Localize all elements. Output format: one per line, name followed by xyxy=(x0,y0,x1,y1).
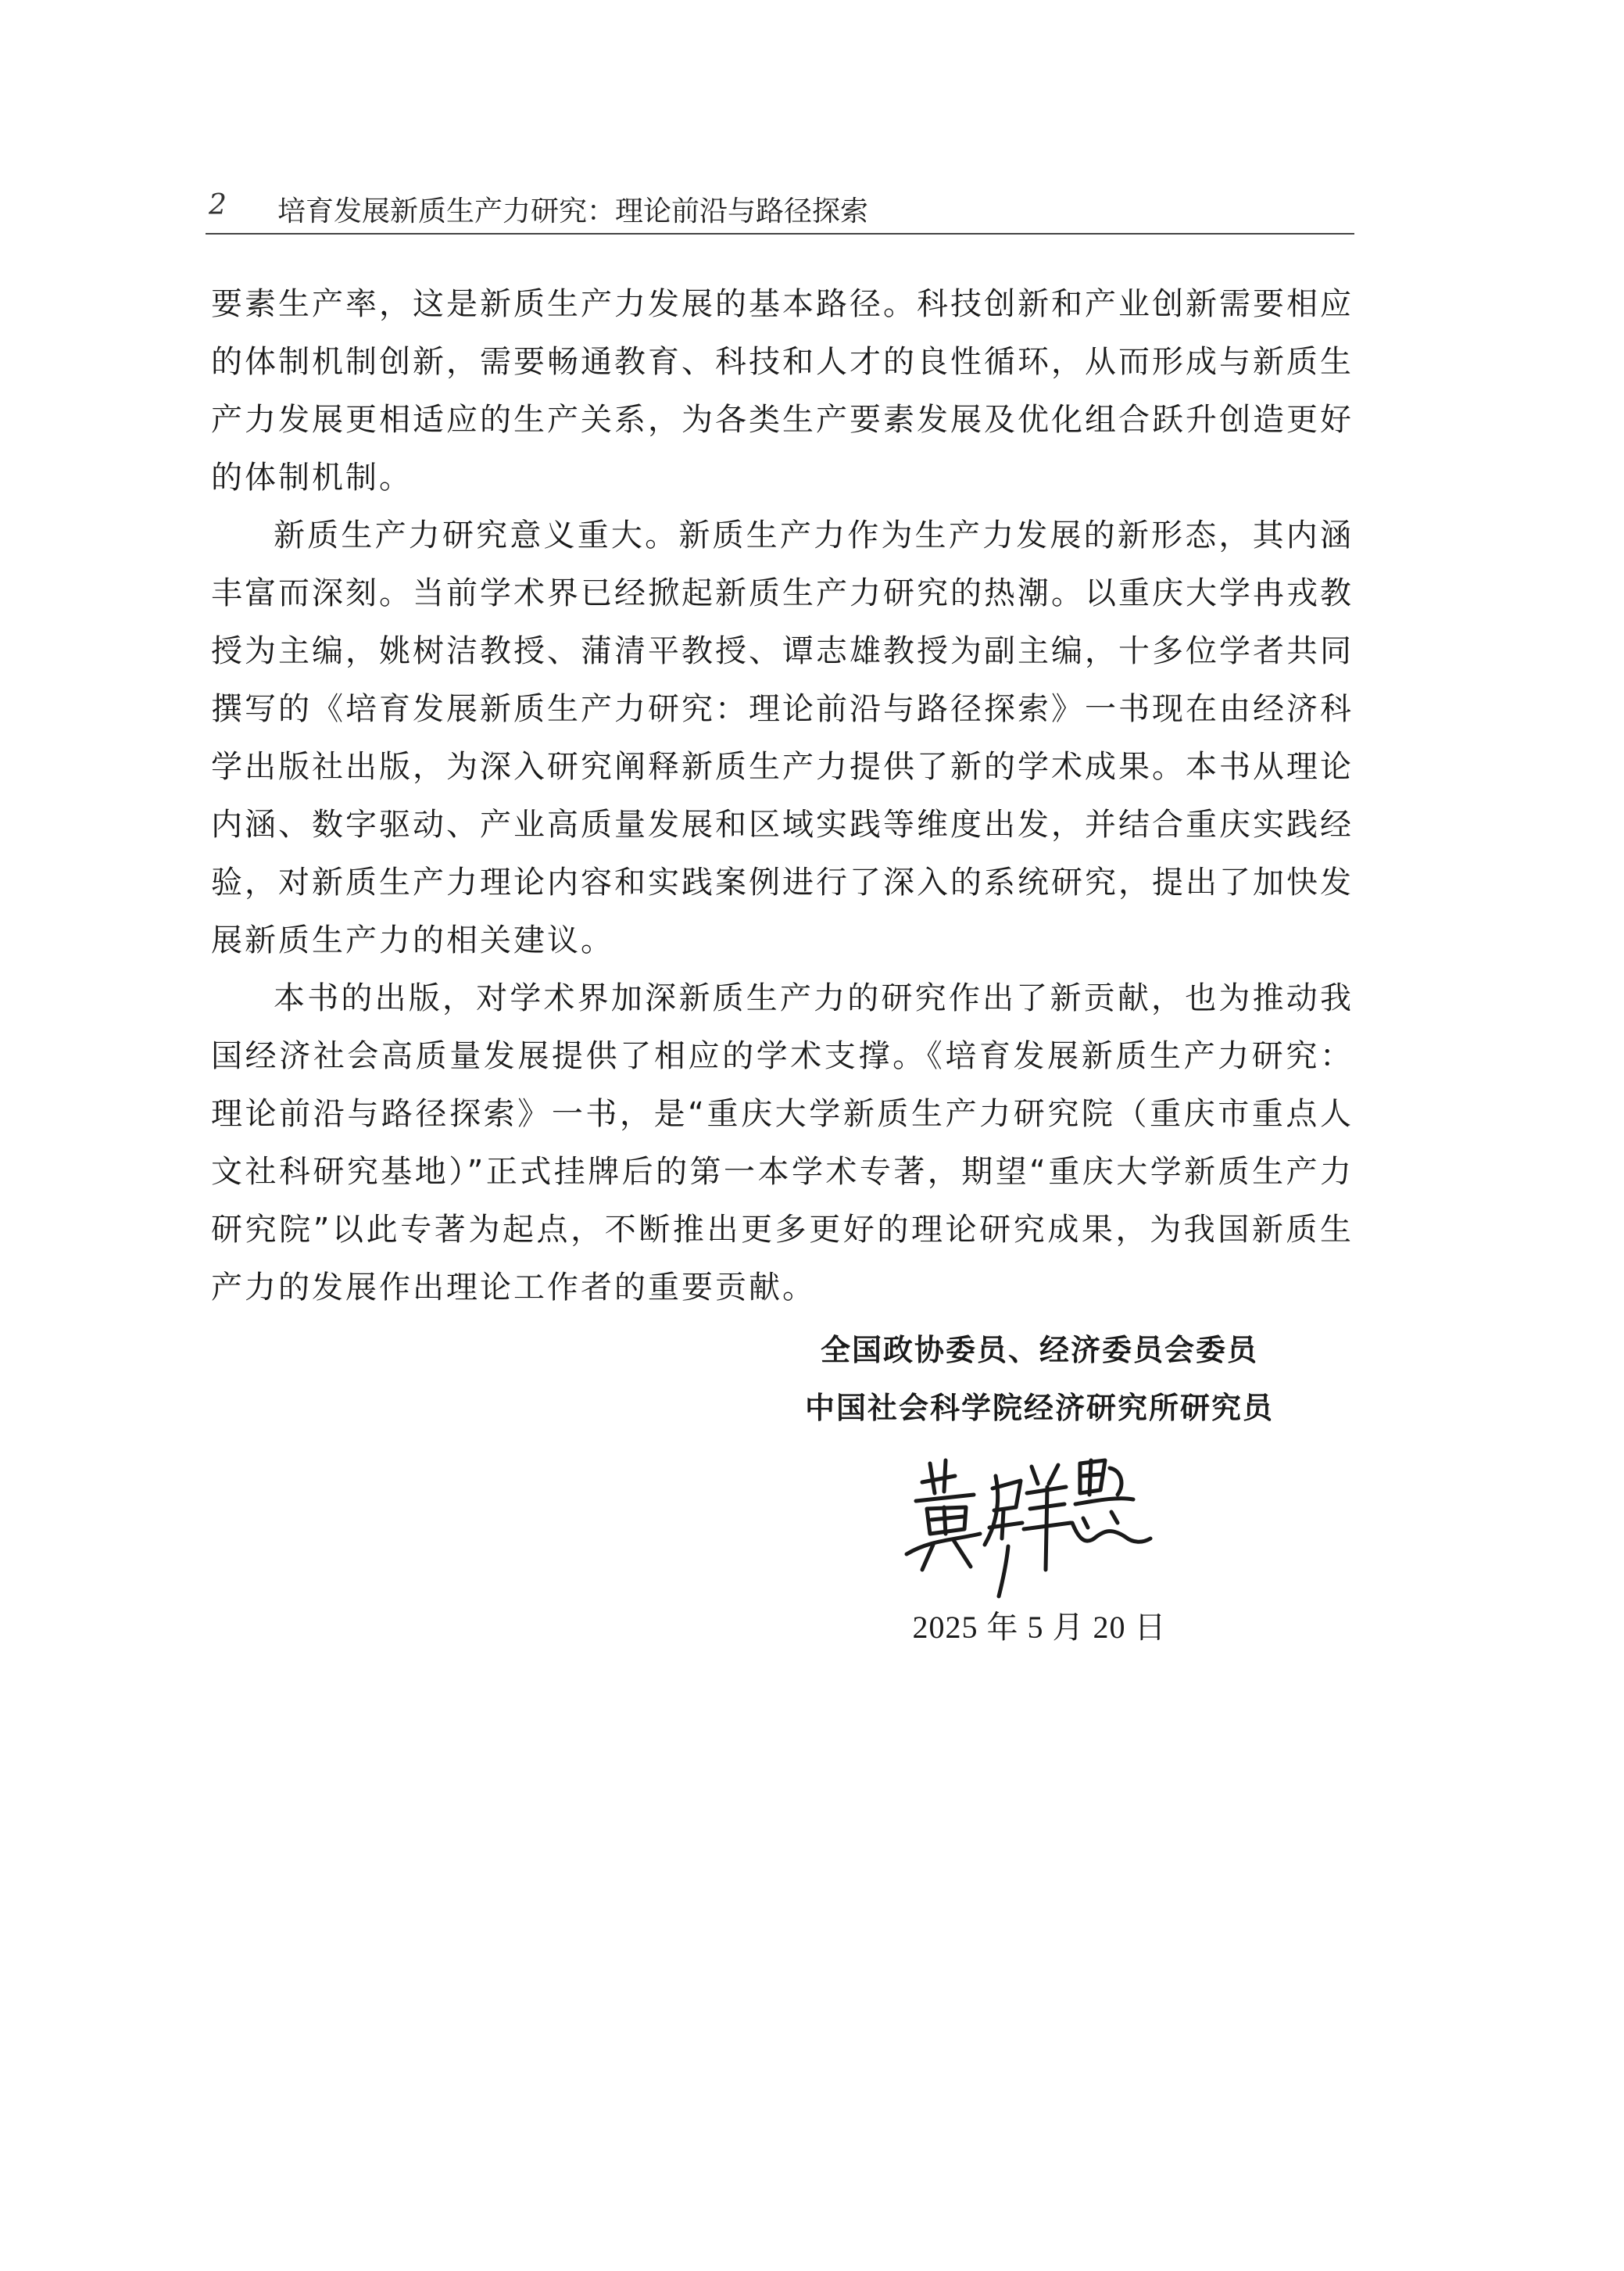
affiliation-line-1: 全国政协委员、经济委员会委员 xyxy=(820,1333,1258,1367)
signature-block xyxy=(766,1321,1313,1645)
paragraph-1: 要素生产率，这是新质生产力发展的基本路径。科技创新和产业创新需要相应的体制机制创新，需要畅通教育、科技和人才的良性循环，从而形成与新质生产力发展更相适应的生产关系，为各类生产要素发展及优化组合跃升创造更好的体制机制。 xyxy=(211,286,1354,496)
signature-date: 2025 年 5 月 20 日 xyxy=(912,1610,1167,1645)
running-title: 培育发展新质生产力研究：理论前沿与路径探索 xyxy=(277,195,869,227)
affiliation-line-2: 中国社会科学院经济研究所研究员 xyxy=(804,1391,1274,1425)
paragraph-3: 本书的出版，对学术界加深新质生产力的研究作出了新贡献，也为推动我国经济社会高质量发展提供了相应的学术支撑。《培育发展新质生产力研究：理论前沿与路径探索》一书，是“重庆大学新质生产力研究院（重庆市重点人文社科研究基地）”正式挂牌后的第一本学术专著，期望“重庆大学新质生产力研究院”以此专著为起点，不断推出更多更好的理论研究成果，为我国新质生产力的发展作出理论工作者的重要贡献。 xyxy=(211,980,1354,1306)
body-text xyxy=(211,275,1354,1316)
running-header xyxy=(206,184,1354,235)
page-number: 2 xyxy=(209,189,227,221)
handwritten-signature xyxy=(899,1453,1157,1601)
signature-drawing xyxy=(899,1453,1157,1601)
paragraph-2: 新质生产力研究意义重大。新质生产力作为生产力发展的新形态，其内涵丰富而深刻。当前学术界已经掀起新质生产力研究的热潮。以重庆大学冉戎教授为主编，姚树洁教授、蒲清平教授、谭志雄教授为副主编，十多位学者共同撰写的《培育发展新质生产力研究：理论前沿与路径探索》一书现在由经济科学出版社出版，为深入研究阐释新质生产力提供了新的学术成果。本书从理论内涵、数字驱动、产业高质量发展和区域实践等维度出发，并结合重庆实践经验，对新质生产力理论内容和实践案例进行了深入的系统研究，提出了加快发展新质生产力的相关建议。 xyxy=(211,518,1354,958)
